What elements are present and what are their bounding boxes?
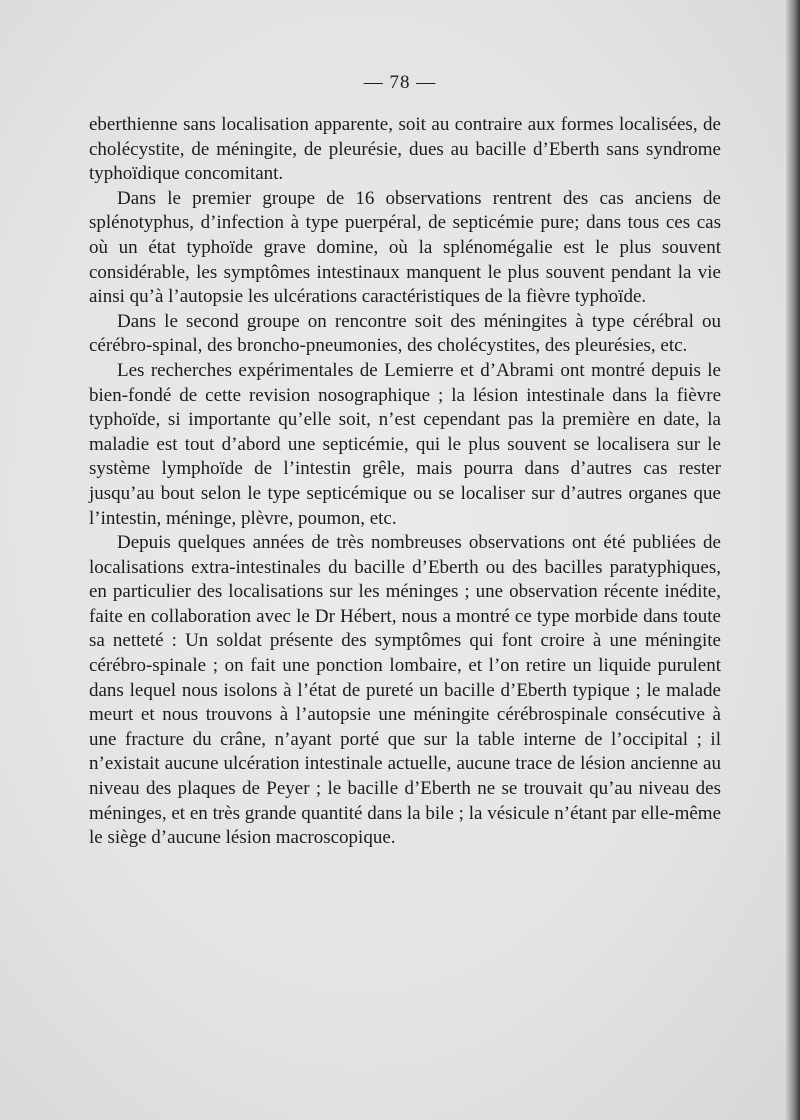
paragraph-observations: Depuis quelques années de très nombreuses observations ont été publiées de localisations extra-intestinales du bacille d’Eberth ou des bacilles paratyphiques, en particulier des localisations sur les méninges ; une observation récente inédite, faite en collaboration avec le Dr Hébert, nous a montré ce type morbide dans toute sa netteté : Un soldat présente des symptômes qui font croire à une méningite cérébro-spinale ; on fait une ponction lombaire, et l’on retire un liquide purulent dans lequel nous isolons à l’état de pureté un bacille d’Eberth typique ; le malade meurt et nous trouvons à l’autopsie une méningite cérébrospinale consécutive à une fracture du crâne, n’ayant porté que sur la table interne de l’occipital ; il n’existait aucune ulcération intestinale actuelle, aucune trace de lésion ancienne au niveau des plaques de Peyer ; le bacille d’Eberth ne se trouvait qu’au niveau des méninges, et en très grande quantité dans la bile ; la vésicule n’étant par elle-même le siège d’aucune lésion macroscopique. <box>89 532 721 849</box>
page-edge-shadow <box>786 0 800 1120</box>
paragraph-first-group: Dans le premier groupe de 16 observations rentrent des cas anciens de splénotyphus, d’infection à type puerpéral, de septicémie pure; dans tous ces cas où un état typhoïde grave domine, où la splénomégalie est le plus souvent considérable, les symptômes intestinaux manquent le plus souvent pendant la vie ainsi qu’à l’autopsie les ulcérations caractéristiques de la fièvre typhoïde. <box>89 187 721 308</box>
body-text <box>89 113 721 851</box>
paragraph-second-group: Dans le second groupe on rencontre soit des méningites à type cérébral ou cérébro-spinal, des broncho-pneumonies, des cholécystites, des pleurésies, etc. <box>89 310 721 357</box>
page-number: — 78 — <box>363 72 437 93</box>
paragraph-experimental-research: Les recherches expérimentales de Lemierre et d’Abrami ont montré depuis le bien-fondé de cette revision nosographique ; la lésion intestinale dans la fièvre typhoïde, si importante qu’elle soit, n’est cependant pas la première en date, la maladie est tout d’abord une septicémie, qui le plus souvent se localisera sur le système lymphoïde de l’intestin grêle, mais pourra dans d’autres cas rester jusqu’au bout selon le type septicémique ou se localiser sur d’autres organes que l’intestin, méninge, plèvre, poumon, etc. <box>89 359 721 529</box>
paragraph-continuation: eberthienne sans localisation apparente, soit au contraire aux formes localisées, de cholécystite, de méningite, de pleurésie, dues au bacille d’Eberth sans syndrome typhoïdique concomitant. <box>89 114 721 185</box>
